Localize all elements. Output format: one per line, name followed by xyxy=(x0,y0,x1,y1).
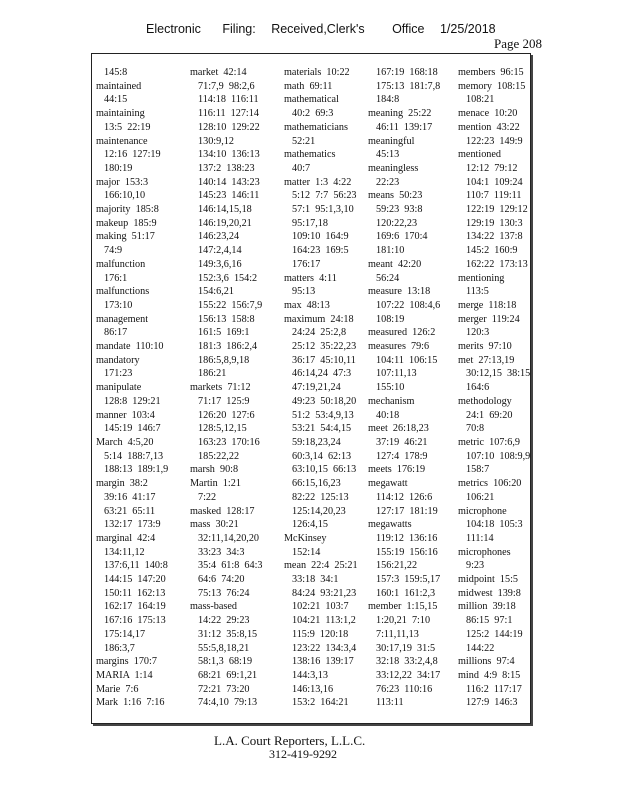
header-filing: Filing: xyxy=(222,22,256,36)
index-page-refs: 75:13 76:24 xyxy=(198,587,250,599)
index-entry: met 27:13,19 xyxy=(458,354,515,366)
index-page-refs: 12:12 79:12 xyxy=(466,162,518,174)
index-entry: measured 126:2 xyxy=(368,327,436,339)
index-page-refs: 155:10 xyxy=(376,382,405,394)
index-page-refs: 110:7 119:11 xyxy=(466,190,522,202)
index-page-refs: 107:10 108:9,9 xyxy=(466,450,531,462)
index-page-refs: 122:19 129:12 xyxy=(466,204,528,216)
footer-company: L.A. Court Reporters, L.L.C. xyxy=(214,733,366,748)
index-entry: midwest 139:8 xyxy=(458,587,521,599)
index-entry: matter 1:3 4:22 xyxy=(284,176,352,188)
index-page-refs: 175:14,17 xyxy=(104,628,146,640)
index-page-refs: 176:17 xyxy=(292,258,321,270)
index-page-refs: 52:21 xyxy=(292,135,316,147)
index-page-refs: 161:5 169:1 xyxy=(198,327,250,339)
index-page-refs: 1:20,21 7:10 xyxy=(376,615,431,627)
index-page-refs: 156:21,22 xyxy=(376,560,418,572)
index-entry: Mark 1:16 7:16 xyxy=(96,697,165,709)
index-page-refs: 125:14,20,23 xyxy=(292,505,346,517)
index-entry: Martin 1:21 xyxy=(190,478,241,490)
index-page-refs: 82:22 125:13 xyxy=(292,491,349,503)
index-page-refs: 86:17 xyxy=(104,327,128,339)
index-page-refs: 108:19 xyxy=(376,313,405,325)
index-page-refs: 76:23 110:16 xyxy=(376,683,433,695)
index-page-refs: 184:8 xyxy=(376,94,400,106)
index-page-refs: 102:21 103:7 xyxy=(292,601,349,613)
index-column-2 xyxy=(190,66,274,710)
index-page-refs: 107:11,13 xyxy=(376,368,417,380)
index-page-refs: 175:13 181:7,8 xyxy=(376,80,441,92)
index-page-refs: 128:5,12,15 xyxy=(198,423,247,435)
index-entry: mass 30:21 xyxy=(190,519,239,531)
index-page-refs: 127:17 181:19 xyxy=(376,505,438,517)
index-entry: meaningful xyxy=(368,135,415,147)
index-entry: meets 176:19 xyxy=(368,464,426,476)
index-entry: mathematics xyxy=(284,149,336,161)
header-office: Office xyxy=(392,22,425,36)
index-entry: marginal 42:4 xyxy=(96,532,156,544)
index-page-refs: 95:13 xyxy=(292,286,316,298)
index-page-refs: 140:14 143:23 xyxy=(198,176,260,188)
index-entry: mean 22:4 25:21 xyxy=(284,560,358,572)
index-entry: mention 43:22 xyxy=(458,121,520,133)
index-page-refs: 122:23 149:9 xyxy=(466,135,523,147)
index-page-refs: 188:13 189:1,9 xyxy=(104,464,169,476)
index-entry: margin 38:2 xyxy=(96,478,148,490)
index-page-refs: 132:17 173:9 xyxy=(104,519,161,531)
index-page-refs: 145:19 146:7 xyxy=(104,423,161,435)
index-page-refs: 9:23 xyxy=(466,560,485,572)
index-page-refs: 59:18,23,24 xyxy=(292,436,341,448)
index-page-refs: 146:14,15,18 xyxy=(198,204,252,216)
index-entry: markets 71:12 xyxy=(190,382,251,394)
index-page-refs: 31:12 35:8,15 xyxy=(198,628,258,640)
index-page-refs: 167:19 168:18 xyxy=(376,67,438,78)
index-entry: merits 97:10 xyxy=(458,341,512,353)
index-entry: metrics 106:20 xyxy=(458,478,522,490)
index-page-refs: 30:17,19 31:5 xyxy=(376,642,436,654)
index-page-refs: 107:22 108:4,6 xyxy=(376,299,441,311)
index-entry: manner 103:4 xyxy=(96,409,155,421)
index-entry: megawatts xyxy=(368,519,412,531)
index-page-refs: 186:21 xyxy=(198,368,227,380)
index-entry: member 1:15,15 xyxy=(368,601,438,613)
index-page-refs: 32:11,14,20,20 xyxy=(198,532,260,544)
index-page-refs: 186:5,8,9,18 xyxy=(198,354,250,366)
footer-phone: 312-419-9292 xyxy=(269,747,337,761)
index-page-refs: 137:2 138:23 xyxy=(198,162,255,174)
index-page-refs: 130:9,12 xyxy=(198,135,234,147)
index-entry: maintained xyxy=(96,80,142,92)
index-entry: maintenance xyxy=(96,135,148,147)
index-page-refs: 127:9 146:3 xyxy=(466,697,518,709)
index-page-refs: 145:8 xyxy=(104,67,128,78)
index-page-refs: 162:17 164:19 xyxy=(104,601,166,613)
index-page-refs: 114:18 116:11 xyxy=(198,94,259,106)
index-entry: menace 10:20 xyxy=(458,108,518,120)
header-date: 1/25/2018 xyxy=(439,22,496,36)
index-page-refs: 46:14,24 47:3 xyxy=(292,368,352,380)
index-page-refs: 163:23 170:16 xyxy=(198,436,260,448)
index-page-refs: 157:3 159:5,17 xyxy=(376,574,441,586)
index-page-refs: 173:10 xyxy=(104,299,133,311)
index-page-refs: 119:12 136:16 xyxy=(376,532,438,544)
index-page-refs: 154:6,21 xyxy=(198,286,234,298)
index-page-refs: 138:16 139:17 xyxy=(292,656,354,668)
index-page-refs: 146:19,20,21 xyxy=(198,217,252,229)
index-page-refs: 59:23 93:8 xyxy=(376,204,423,216)
index-entry: mind 4:9 8:15 xyxy=(458,669,521,681)
index-entry: March 4:5,20 xyxy=(96,436,154,448)
index-entry: market 42:14 xyxy=(190,67,247,78)
index-entry: maximum 24:18 xyxy=(284,313,354,325)
index-page-refs: 167:16 175:13 xyxy=(104,615,166,627)
index-page-refs: 72:21 73:20 xyxy=(198,683,250,695)
index-page-refs: 127:4 178:9 xyxy=(376,450,428,462)
index-entry: margins 170:7 xyxy=(96,656,157,668)
index-page-refs: 58:1,3 68:19 xyxy=(198,656,253,668)
index-page-refs: 5:14 188:7,13 xyxy=(104,450,164,462)
index-entry: merge 118:18 xyxy=(458,299,517,311)
index-entry: mentioned xyxy=(458,149,502,161)
index-page-refs: 63:10,15 66:13 xyxy=(292,464,357,476)
index-entry: mechanism xyxy=(368,395,415,407)
index-page-refs: 66:15,16,23 xyxy=(292,478,341,490)
index-entry: metric 107:6,9 xyxy=(458,436,520,448)
index-page-refs: 144:22 xyxy=(466,642,495,654)
index-page-refs: 169:6 170:4 xyxy=(376,231,428,243)
index-page-refs: 40:18 xyxy=(376,409,400,421)
index-page-refs: 176:1 xyxy=(104,272,128,284)
index-entry: max 48:13 xyxy=(284,299,330,311)
header-received: Received,Clerk's xyxy=(271,22,365,36)
index-page-refs: 164:23 169:5 xyxy=(292,245,349,257)
index-page-refs: 171:23 xyxy=(104,368,133,380)
index-entry: malfunctions xyxy=(96,286,150,298)
index-page-refs: 145:2 160:9 xyxy=(466,245,518,257)
index-entry: math 69:11 xyxy=(284,80,333,92)
index-entry: million 39:18 xyxy=(458,601,516,613)
index-page-refs: 113:11 xyxy=(376,697,404,709)
index-page-refs: 185:22,22 xyxy=(198,450,240,462)
index-entry: mentioning xyxy=(458,272,505,284)
index-column-5 xyxy=(458,66,542,710)
index-page-refs: 144:3,13 xyxy=(292,669,328,681)
index-page-refs: 37:19 46:21 xyxy=(376,436,428,448)
index-page-refs: 53:21 54:4,15 xyxy=(292,423,352,435)
index-page-refs: 55:5,8,18,21 xyxy=(198,642,250,654)
index-entry: McKinsey xyxy=(284,532,327,544)
index-entry: meaning 25:22 xyxy=(368,108,432,120)
index-entry: members 96:15 xyxy=(458,67,524,78)
index-page-refs: 108:21 xyxy=(466,94,495,106)
index-page-refs: 134:11,12 xyxy=(104,546,145,558)
index-page-refs: 123:22 134:3,4 xyxy=(292,642,357,654)
index-page-refs: 106:21 xyxy=(466,491,495,503)
index-column-4 xyxy=(368,66,452,710)
index-page-refs: 33:18 34:1 xyxy=(292,574,339,586)
index-page-refs: 104:1 109:24 xyxy=(466,176,523,188)
index-page-refs: 146:13,16 xyxy=(292,683,334,695)
index-page-refs: 7:22 xyxy=(198,491,217,503)
index-page-refs: 35:4 61:8 64:3 xyxy=(198,560,263,572)
index-page-refs: 24:24 25:2,8 xyxy=(292,327,347,339)
index-page-refs: 149:3,6,16 xyxy=(198,258,242,270)
index-page-refs: 74:9 xyxy=(104,245,123,257)
index-entry: measure 13:18 xyxy=(368,286,431,298)
index-page-refs: 25:12 35:22,23 xyxy=(292,341,357,353)
index-entry: microphone xyxy=(458,505,507,517)
index-entry: maintaining xyxy=(96,108,145,120)
index-page-refs: 152:3,6 154:2 xyxy=(198,272,258,284)
index-column-3 xyxy=(284,66,368,710)
index-page-refs: 63:21 65:11 xyxy=(104,505,156,517)
index-page-refs: 144:15 147:20 xyxy=(104,574,166,586)
index-page-refs: 32:18 33:2,4,8 xyxy=(376,656,438,668)
index-entry: makeup 185:9 xyxy=(96,217,157,229)
index-entry: memory 108:15 xyxy=(458,80,526,92)
index-page-refs: 158:7 xyxy=(466,464,490,476)
index-entry: materials 10:22 xyxy=(284,67,350,78)
index-page-refs: 71:7,9 98:2,6 xyxy=(198,80,255,92)
index-page-refs: 115:9 120:18 xyxy=(292,628,349,640)
index-page-refs: 14:22 29:23 xyxy=(198,615,250,627)
index-page-refs: 155:19 156:16 xyxy=(376,546,438,558)
index-page-refs: 181:10 xyxy=(376,245,405,257)
index-page-refs: 186:3,7 xyxy=(104,642,135,654)
index-page-refs: 128:10 129:22 xyxy=(198,121,260,133)
index-page-refs: 116:2 117:17 xyxy=(466,683,522,695)
index-page-refs: 33:12,22 34:17 xyxy=(376,669,441,681)
index-page-refs: 22:23 xyxy=(376,176,400,188)
index-entry: matters 4:11 xyxy=(284,272,337,284)
index-page-refs: 134:22 137:8 xyxy=(466,231,523,243)
index-entry: mandate 110:10 xyxy=(96,341,164,353)
index-page-refs: 51:2 53:4,9,13 xyxy=(292,409,354,421)
index-entry: mathematical xyxy=(284,94,339,106)
index-page-refs: 134:10 136:13 xyxy=(198,149,260,161)
index-page-refs: 126:4,15 xyxy=(292,519,328,531)
index-entry: midpoint 15:5 xyxy=(458,574,518,586)
index-page-refs: 104:18 105:3 xyxy=(466,519,523,531)
index-page-refs: 33:23 34:3 xyxy=(198,546,245,558)
index-entry: manipulate xyxy=(96,382,142,394)
index-entry: microphones xyxy=(458,546,511,558)
index-page-refs: 30:12,15 38:15 xyxy=(466,368,531,380)
index-page-refs: 120:22,23 xyxy=(376,217,418,229)
index-page-refs: 162:22 173:13 xyxy=(466,258,528,270)
index-entry: merger 119:24 xyxy=(458,313,520,325)
index-page-refs: 128:8 129:21 xyxy=(104,395,161,407)
index-entry: MARIA 1:14 xyxy=(96,669,153,681)
index-page-refs: 57:1 95:1,3,10 xyxy=(292,204,354,216)
header-electronic: Electronic xyxy=(146,22,201,36)
index-column-1 xyxy=(96,66,180,710)
index-page-refs: 164:6 xyxy=(466,382,490,394)
index-entry: Marie 7:6 xyxy=(96,683,139,695)
index-page-refs: 114:12 126:6 xyxy=(376,491,433,503)
index-page-refs: 40:2 69:3 xyxy=(292,108,334,120)
index-entry: meant 42:20 xyxy=(368,258,422,270)
index-page-refs: 104:21 113:1,2 xyxy=(292,615,356,627)
index-entry: meaningless xyxy=(368,162,419,174)
index-page-refs: 180:19 xyxy=(104,162,133,174)
index-page-refs: 104:11 106:15 xyxy=(376,354,438,366)
index-page-refs: 152:14 xyxy=(292,546,321,558)
index-page-refs: 49:23 50:18,20 xyxy=(292,395,357,407)
index-entry: major 153:3 xyxy=(96,176,149,188)
index-entry: mandatory xyxy=(96,354,140,366)
filing-header xyxy=(146,22,496,36)
index-entry: making 51:17 xyxy=(96,231,155,243)
index-page-refs: 60:3,14 62:13 xyxy=(292,450,352,462)
index-entry: mathematicians xyxy=(284,121,348,133)
index-page-refs: 44:15 xyxy=(104,94,128,106)
index-page-refs: 36:17 45:10,11 xyxy=(292,354,356,366)
index-page-refs: 120:3 xyxy=(466,327,490,339)
index-page-refs: 155:22 156:7,9 xyxy=(198,299,263,311)
index-page-refs: 74:4,10 79:13 xyxy=(198,697,258,709)
index-entry: megawatt xyxy=(368,478,408,490)
index-page-refs: 109:10 164:9 xyxy=(292,231,349,243)
index-page-refs: 95:17,18 xyxy=(292,217,328,229)
index-page-refs: 166:10,10 xyxy=(104,190,146,202)
index-page-refs: 116:11 127:14 xyxy=(198,108,259,120)
index-page-refs: 24:1 69:20 xyxy=(466,409,513,421)
index-entry: majority 185:8 xyxy=(96,204,159,216)
index-entry: marsh 90:8 xyxy=(190,464,239,476)
index-page-refs: 156:13 158:8 xyxy=(198,313,255,325)
index-page-refs: 147:2,4,14 xyxy=(198,245,242,257)
index-entry: methodology xyxy=(458,395,512,407)
index-page-refs: 145:23 146:11 xyxy=(198,190,260,202)
index-page-refs: 64:6 74:20 xyxy=(198,574,245,586)
index-page-refs: 45:13 xyxy=(376,149,400,161)
index-page-refs: 137:6,11 140:8 xyxy=(104,560,168,572)
index-page-refs: 13:5 22:19 xyxy=(104,121,151,133)
index-page-refs: 47:19,21,24 xyxy=(292,382,341,394)
index-entry: millions 97:4 xyxy=(458,656,515,668)
index-page-refs: 153:2 164:21 xyxy=(292,697,349,709)
index-page-refs: 70:8 xyxy=(466,423,485,435)
index-entry: means 50:23 xyxy=(368,190,423,202)
page-number: Page 208 xyxy=(494,36,543,51)
index-entry: measures 79:6 xyxy=(368,341,430,353)
index-page-refs: 113:5 xyxy=(466,286,489,298)
word-index xyxy=(96,60,531,720)
index-entry: masked 128:17 xyxy=(190,505,255,517)
index-page-refs: 160:1 161:2,3 xyxy=(376,587,436,599)
index-page-refs: 125:2 144:19 xyxy=(466,628,523,640)
index-entry: meet 26:18,23 xyxy=(368,423,429,435)
index-page-refs: 146:23,24 xyxy=(198,231,240,243)
index-page-refs: 84:24 93:21,23 xyxy=(292,587,357,599)
index-entry: mass-based xyxy=(190,601,237,613)
index-page-refs: 5:12 7:7 56:23 xyxy=(292,190,357,202)
index-page-refs: 39:16 41:17 xyxy=(104,491,156,503)
index-page-refs: 71:17 125:9 xyxy=(198,395,250,407)
index-page-refs: 129:19 130:3 xyxy=(466,217,523,229)
index-page-refs: 86:15 97:1 xyxy=(466,615,513,627)
index-page-refs: 12:16 127:19 xyxy=(104,149,161,161)
index-entry: management xyxy=(96,313,149,325)
index-entry: malfunction xyxy=(96,258,146,270)
index-page-refs: 46:11 139:17 xyxy=(376,121,433,133)
index-page-refs: 150:11 162:13 xyxy=(104,587,166,599)
index-page-refs: 68:21 69:1,21 xyxy=(198,669,258,681)
index-page-refs: 181:3 186:2,4 xyxy=(198,341,258,353)
index-page-refs: 126:20 127:6 xyxy=(198,409,255,421)
index-page-refs: 56:24 xyxy=(376,272,400,284)
index-page-refs: 40:7 xyxy=(292,162,311,174)
index-page-refs: 7:11,11,13 xyxy=(376,628,419,640)
index-page-refs: 111:14 xyxy=(466,532,494,544)
